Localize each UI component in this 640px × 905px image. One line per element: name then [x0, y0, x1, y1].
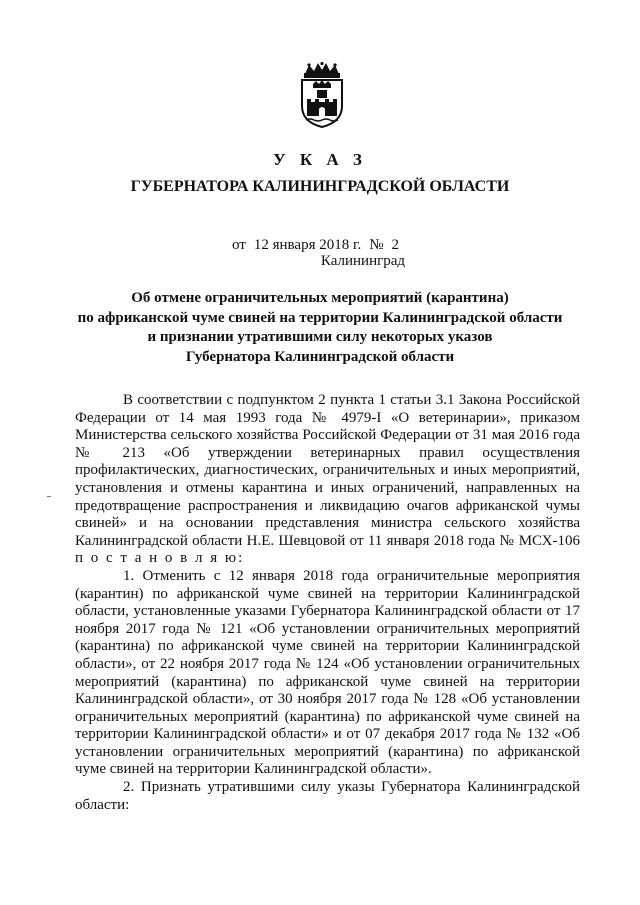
preamble-text: В соответствии с подпунктом 2 пункта 1 статьи 3.1 Закона Российской Федерации от 14 мая 1993 года № 4979-I «О ветеринарии», приказом Министерства сельского хозяйства Российской Федерации от 31 мая 2016 года № 213 «Об утверждении ветеринарных правил осуществления профилактических, диагностических, ограничительных и иных мероприятий, установления и отмены карантина и иных ограничений, направленных на предотвращение распространения и ликвидацию очагов африканской чумы свиней» и на основании представления министра сельского хозяйства Калининградской области Н.Е. Шевцовой от 11 января 2018 года № МСХ-106: [75, 392, 580, 549]
decree-city: Калининград: [320, 253, 406, 269]
decree-number: 2: [391, 237, 400, 253]
title-line: по африканской чуме свиней на территории Калининградской области: [77, 309, 563, 326]
decree-date: 12 января 2018 г.: [253, 237, 362, 253]
title-line: и признании утратившими силу некоторых указов: [147, 329, 493, 345]
number-sign: №: [369, 237, 384, 253]
preamble-paragraph: [75, 392, 580, 568]
margin-mark: [47, 496, 51, 497]
date-prefix: от: [232, 237, 246, 253]
document-type: У К А З: [273, 150, 367, 169]
title-line: Об отмене ограничительных мероприятий (карантина): [131, 290, 509, 306]
decree-date-line: [232, 237, 399, 254]
kaliningrad-coat-of-arms-icon: [297, 62, 347, 128]
decree-body: [75, 392, 580, 814]
item-2-paragraph: 2. Признать утратившими силу указы Губернатора Калининградской области:: [75, 779, 580, 813]
issuer-title: ГУБЕРНАТОРА КАЛИНИНГРАДСКОЙ ОБЛАСТИ: [130, 178, 510, 195]
decree-title: [0, 289, 640, 367]
decree-word: п о с т а н о в л я ю:: [75, 550, 245, 567]
item-1-paragraph: 1. Отменить с 12 января 2018 года ограничительные мероприятия (карантин) по африканской чуме свиней на территории Калининградской области, установленные указами Губернатора Калининградской области от 17 ноября 2017 года № 121 «Об установлении ограничительных мероприятий (карантина) по африканской чуме свиней на территории Калининградской области», от 22 ноября 2017 года № 124 «Об установлении ограничительных мероприятий (карантина) по африканской чуме свиней на территории Калининградской области», от 30 ноября 2017 года № 128 «Об установлении ограничительных мероприятий (карантина) по африканской чуме свиней на территории Калининградской области» и от 07 декабря 2017 года № 132 «Об установлении ограничительных мероприятий (карантина) по африканской чуме свиней на территории Калининградской области».: [75, 567, 580, 778]
title-line: Губернатора Калининградской области: [185, 348, 455, 365]
